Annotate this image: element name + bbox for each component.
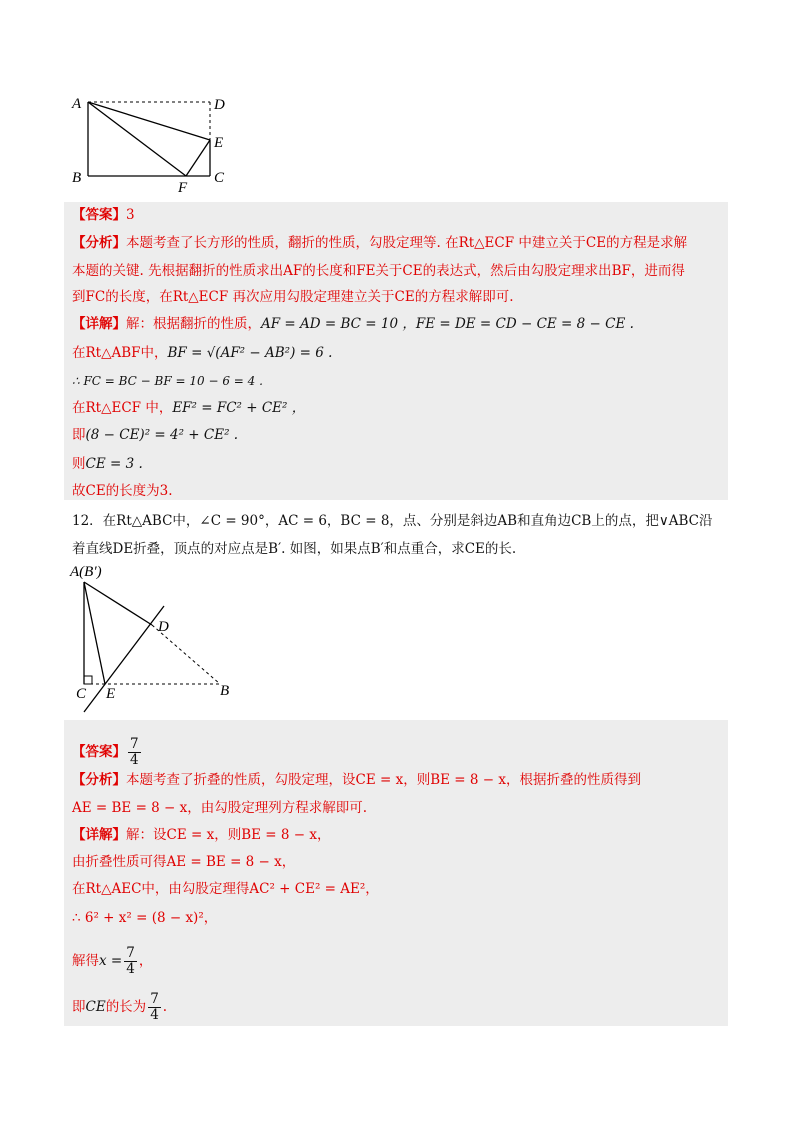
detail-12-line-2: 由折叠性质可得AE = BE = 8 − x，	[72, 854, 296, 870]
detail-tag-12: 【详解】	[72, 827, 126, 843]
answer-tag: 【答案】	[72, 207, 126, 223]
detail-tag: 【详解】	[72, 316, 126, 332]
analysis-line-3: 到FC的长度，在Rt△ECF 再次应用勾股定理建立关于CE的方程求解即可.	[72, 289, 514, 305]
detail-12-var-5: x =	[99, 953, 123, 969]
analysis-tag: 【分析】	[72, 235, 126, 251]
detail-12-line-6	[72, 990, 167, 1024]
label-F: F	[178, 180, 188, 196]
answer-value: 3	[126, 207, 135, 223]
detail-line-5	[72, 426, 238, 444]
solution-block-12	[64, 720, 728, 1026]
detail-line-1	[72, 315, 634, 333]
label-E: E	[214, 135, 224, 151]
detail-12-line-1	[72, 826, 330, 844]
detail-12-fraction-6	[148, 992, 161, 1023]
detail-line-6	[72, 455, 143, 473]
detail-12-den-5: 4	[126, 961, 135, 977]
analysis-12-text-1: 本题考查了折叠的性质，勾股定理，设CE = x，则BE = 8 − x，根据折叠的性质得到	[126, 772, 641, 788]
analysis-line-2: 本题的关键. 先根据翻折的性质求出AF的长度和FE关于CE的表达式，然后由勾股定理求出BF，进而得	[72, 263, 685, 279]
analysis-line-1	[72, 234, 687, 252]
detail-12-text-6b: 的长为	[105, 999, 147, 1015]
answer-line-12	[72, 734, 143, 770]
rectangle-fold-figure	[64, 88, 244, 198]
label-E2: E	[106, 686, 116, 702]
detail-line-2	[72, 344, 332, 362]
label-C2: C	[76, 686, 87, 702]
answer-numerator: 7	[130, 736, 139, 752]
label-B2: B	[220, 683, 230, 699]
detail-12-num-6: 7	[150, 991, 159, 1007]
detail-12-text-1: 解：设CE = x，则BE = 8 − x，	[126, 827, 331, 843]
detail-text-6: 则	[72, 456, 86, 472]
detail-12-line-3: 在Rt△AEC中，由勾股定理得AC² + CE² = AE²，	[72, 881, 379, 897]
analysis-12-line-2: AE = BE = 8 − x，由勾股定理列方程求解即可.	[72, 800, 368, 816]
detail-12-text-6a: 即	[72, 999, 86, 1015]
label-C: C	[214, 170, 225, 186]
label-A-Bprime: A(B′)	[70, 564, 102, 580]
detail-12-end-5: ，	[138, 953, 153, 969]
analysis-tag-12: 【分析】	[72, 772, 126, 788]
detail-math-4: EF² = FC² + CE² ，	[172, 400, 306, 416]
detail-12-end-6: .	[162, 999, 168, 1015]
detail-12-line-4: ∴ 6² + x² = (8 − x)²，	[72, 910, 218, 926]
answer-denominator: 4	[130, 752, 139, 768]
detail-text-2: 在Rt△ABF中，	[72, 345, 168, 361]
detail-math-2: BF = √(AF² − AB²) = 6 .	[167, 345, 333, 361]
analysis-12-line-1	[72, 771, 641, 789]
label-B: B	[72, 170, 82, 186]
detail-12-text-5: 解得	[72, 953, 99, 969]
detail-math-1: AF = AD = BC = 10 ，FE = DE = CD − CE = 8 − CE .	[261, 316, 634, 332]
detail-math-3: ∴ FC = BC − BF = 10 − 6 = 4 .	[72, 374, 263, 388]
detail-text-1: 解：根据翻折的性质，	[126, 316, 261, 332]
detail-12-num-5: 7	[126, 945, 135, 961]
detail-12-fraction-5	[124, 946, 137, 977]
detail-line-7: 故CE的长度为3.	[72, 483, 173, 499]
detail-line-4	[72, 399, 305, 417]
detail-12-var-6: CE	[85, 999, 106, 1015]
label-A: A	[72, 96, 82, 112]
answer-tag-12: 【答案】	[72, 744, 126, 760]
detail-text-5: 即	[72, 427, 86, 443]
detail-12-line-5	[72, 944, 152, 978]
answer-line-11	[72, 206, 135, 224]
detail-line-3	[72, 372, 263, 390]
problem-12-line-2: 着直线DE折叠，顶点的对应点是B′. 如图，如果点B′和点重合，求CE的长.	[72, 541, 517, 557]
label-D2: D	[158, 619, 169, 635]
answer-fraction	[128, 737, 141, 768]
problem-12-line-1: 12．在Rt△ABC中，∠C = 90°，AC = 6，BC = 8，点、分别是斜边AB和直角边CB上的点，把∨ABC沿	[72, 513, 713, 529]
analysis-text-1: 本题考查了长方形的性质，翻折的性质，勾股定理等. 在Rt△ECF 中建立关于CE的方程是求解	[126, 235, 688, 251]
label-D: D	[214, 97, 225, 113]
triangle-fold-figure	[64, 560, 264, 715]
detail-12-den-6: 4	[150, 1007, 159, 1023]
detail-math-5: (8 − CE)² = 4² + CE² .	[85, 427, 239, 443]
detail-math-6: CE = 3 .	[85, 456, 143, 472]
detail-text-4: 在Rt△ECF 中，	[72, 400, 173, 416]
